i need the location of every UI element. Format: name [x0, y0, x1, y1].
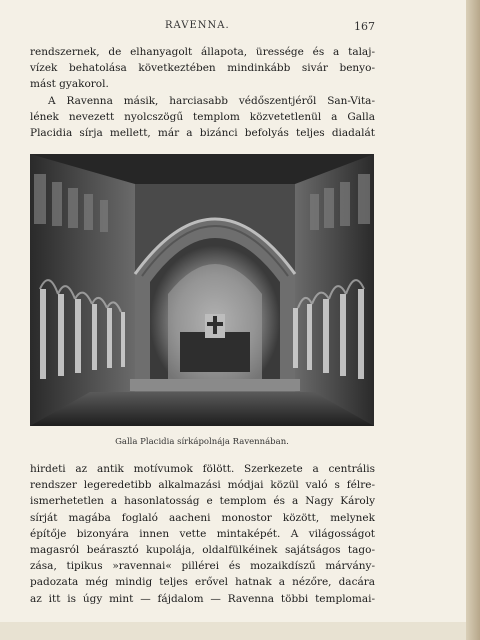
text-line: lének nevezett nyolcszögű templom közvetetlenül a Galla: [30, 110, 375, 123]
text-line: Placidia sírja mellett, már a bizánci befolyás teljes diadalát: [30, 127, 375, 140]
text-line: padozata még mindig teljes erővel hatnak a nézőre, dacára: [30, 576, 375, 589]
text-line: A Ravenna másik, harciasabb védőszentjéről San-Vita-: [48, 94, 375, 107]
text-line: rendszer legeredetibb alkalmazási módjai közül való s félre-: [30, 479, 375, 492]
church-interior-photo: [30, 154, 374, 426]
paragraph-bottom: [30, 461, 375, 607]
text-line: zása, tipikus »ravennai« pillérei és mozaikdíszű márvány-: [30, 560, 375, 573]
running-head: RAVENNA.: [165, 20, 230, 31]
page-bottom-edge: [0, 622, 466, 640]
text-line: építője bizonyára innen vette mintaképét. A világosságot: [30, 527, 375, 540]
text-line: az itt is úgy mint — fájdalom — Ravenna többi templomai-: [30, 592, 375, 605]
text-line: rendszernek, de elhanyagolt állapota, üressége és a talaj-: [30, 46, 375, 58]
text-line: hirdeti az antik motívumok fölött. Szerkezete a centrális: [30, 463, 375, 475]
page-number: 167: [354, 20, 375, 33]
book-spine-edge: [466, 0, 480, 640]
text-line: mást gyakorol.: [30, 78, 109, 91]
text-line: ismerhetetlen a hasonlatosság e templom és a Nagy Károly: [30, 495, 375, 508]
text-line: vízek behatolása következtében mindinkább sivár benyo-: [30, 62, 375, 75]
page-header: [30, 20, 375, 36]
figure-caption: Galla Placidia sírkápolnája Ravennában.: [115, 437, 289, 447]
text-line: magasról beárasztó kupolája, oldalfülkéinek sajátságos tago-: [30, 544, 375, 557]
paragraph-top: [30, 44, 375, 141]
text-line: sírját magába foglaló aacheni monostor között, melynek: [30, 511, 375, 524]
